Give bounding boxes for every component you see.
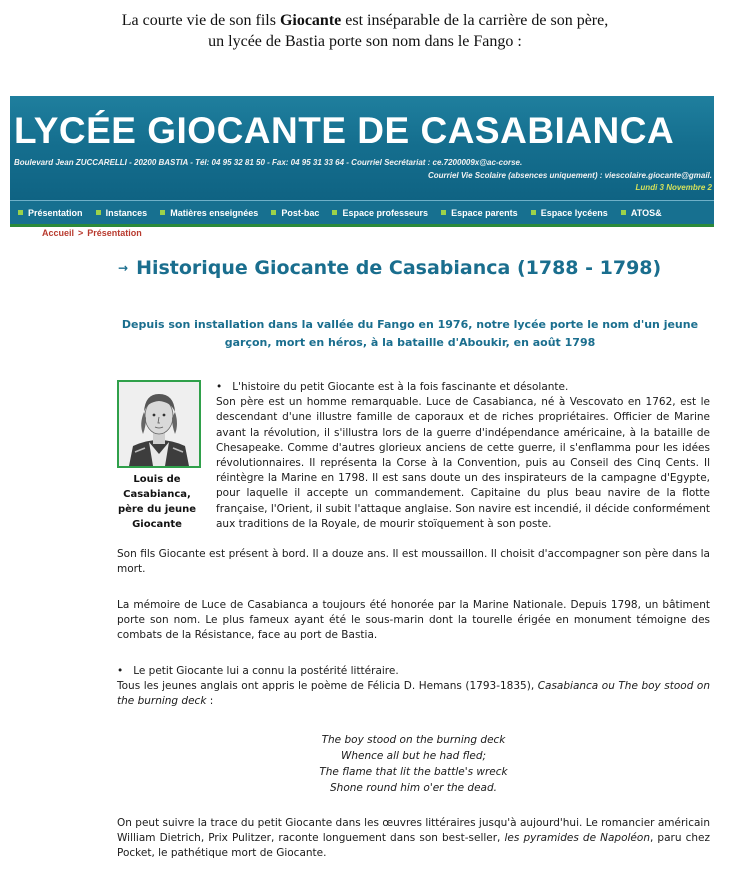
breadcrumb — [42, 228, 142, 238]
paragraph-body: Son père est un homme remarquable. Luce de Casabianca, né à Vescovato en 1762, est le descendant d'une illustre famille de caporaux et de riches propriétaires. Officier de Marine avant la révolution, il s'illustra lors de la guerre d'indépendance américaine, à la bataille de Chesapeake. Comme d'autres glorieux anciens de cette guerre, il s'enflamma pour les idées révolutionnaires. Il représenta la Corse à la Convention, puis au Conseil des Cinq Cents. Il réintègre la Marine en 1798. Il est sans doute un des inspirateurs de la campagne d'Egypte, pour laquelle il accepte un commandement. Capitaine du plus beau navire de la flotte française, l'Orient, il subit l'attaque anglaise. Son navire est incendié, il décide conformément aux traditions de la Royale, de mourir stoïquement à son poste. — [216, 396, 710, 530]
paragraph-poem-intro — [117, 664, 710, 710]
nav-item-espace-lyceens[interactable] — [531, 201, 608, 225]
site-title[interactable]: LYCÉE GIOCANTE DE CASABIANCA — [14, 110, 675, 151]
breadcrumb-home-link[interactable]: Accueil — [42, 228, 75, 238]
nav-bullet-icon — [441, 210, 446, 215]
paragraph-literature — [117, 816, 710, 862]
page-title — [118, 257, 661, 279]
current-date: Lundi 3 Novembre 2 — [635, 183, 712, 192]
contact-info: Boulevard Jean ZUCCARELLI - 20200 BASTIA - Tél: 04 95 32 81 50 - Fax: 04 95 31 33 64 - Courriel Secrétariat : ce.7200009x@ac-corse. — [14, 158, 523, 167]
paragraph-history — [216, 380, 710, 532]
breadcrumb-separator: > — [78, 228, 84, 238]
nav-item-atos[interactable] — [621, 201, 662, 225]
text-segment: , paru chez Pocket, le pathétique mort de Giocante. — [117, 832, 710, 860]
arrow-right-icon: → — [118, 261, 129, 275]
nav-label: Présentation — [28, 208, 83, 218]
nav-label: Espace parents — [451, 208, 518, 218]
book-title: les pyramides de Napoléon — [504, 832, 650, 845]
nav-item-instances[interactable] — [96, 201, 148, 225]
bullet-icon: • — [216, 381, 223, 393]
portrait-illustration — [119, 382, 199, 466]
nav-bullet-icon — [621, 210, 626, 215]
nav-label: Espace professeurs — [342, 208, 429, 218]
nav-label: Post-bac — [281, 208, 320, 218]
paragraph-memory: La mémoire de Luce de Casabianca a toujours été honorée par la Marine Nationale. Depuis 1798, un bâtiment porte son nom. Le plus fameux ayant été le sous-marin dont la tourelle érigée en monument témoigne des combats de la Résistance, face au port de Bastia. — [117, 599, 710, 642]
paragraph-body — [117, 679, 710, 709]
nav-item-post-bac[interactable] — [271, 201, 319, 225]
main-nav — [10, 200, 714, 225]
nav-item-matieres[interactable] — [160, 201, 258, 225]
nav-bullet-icon — [96, 210, 101, 215]
poem-title: Casabianca ou The boy stood on the burning deck — [117, 680, 710, 708]
nav-bullet-icon — [332, 210, 337, 215]
nav-bullet-icon — [531, 210, 536, 215]
paragraph-lead: L'histoire du petit Giocante est à la fois fascinante et désolante. — [232, 381, 569, 393]
nav-label: Instances — [105, 208, 148, 218]
text-segment: : — [206, 695, 214, 708]
nav-bullet-icon — [160, 210, 165, 215]
nav-item-presentation[interactable] — [18, 201, 83, 225]
paragraph-son: Son fils Giocante est présent à bord. Il a douze ans. Il est moussaillon. Il choisit d'accompagner son père dans la mort. — [117, 548, 710, 576]
intro-bold-name: Giocante — [279, 12, 342, 29]
poem-line: The flame that lit the battle's wreck — [319, 766, 508, 778]
intro-text-end: est inséparable de la carrière de son père, — [341, 12, 609, 29]
paragraph-first-line — [216, 380, 710, 395]
nav-item-espace-professeurs[interactable] — [332, 201, 428, 225]
nav-label: Matières enseignées — [170, 208, 259, 218]
page-subtitle: Depuis son installation dans la vallée du Fango en 1976, notre lycée porte le nom d'un jeune garçon, mort en héros, à la bataille d'Aboukir, en août 1798 — [121, 318, 699, 349]
nav-divider — [10, 224, 714, 227]
text-segment: On peut suivre la trace du petit Giocante dans les œuvres littéraires jusqu'à aujourd'hui. Le romancier américain William Dietrich, Prix Pulitzer, raconte longuement dans son best-seller, — [117, 817, 710, 845]
nav-bullet-icon — [271, 210, 276, 215]
intro-line-2: un lycée de Bastia porte son nom dans le Fango : — [208, 33, 522, 50]
text-segment: Tous les jeunes anglais ont appris le poème de Félicia D. Hemans (1793-1835), — [117, 680, 538, 693]
poem-line: Whence all but he had fled; — [340, 750, 487, 762]
site-banner — [10, 96, 714, 200]
vie-scolaire-contact: Courriel Vie Scolaire (absences uniquement) : viescolaire.giocante@gmail. — [427, 171, 712, 180]
portrait-image — [117, 380, 201, 468]
nav-label: Espace lycéens — [540, 208, 608, 218]
intro-text — [0, 10, 730, 52]
breadcrumb-current[interactable]: Présentation — [87, 228, 142, 238]
nav-label: ATOS& — [630, 208, 662, 218]
intro-text-start: La courte vie de son fils — [121, 12, 280, 29]
bullet-icon: • — [117, 665, 124, 677]
poem-quote — [117, 732, 710, 796]
nav-item-espace-parents[interactable] — [441, 201, 518, 225]
paragraph-first-line — [117, 664, 710, 679]
nav-bullet-icon — [18, 210, 23, 215]
portrait-caption: Louis de Casabianca, père du jeune Giocante — [117, 474, 197, 530]
page-title-text: Historique Giocante de Casabianca (1788 - 1798) — [136, 257, 662, 279]
paragraph-lead: Le petit Giocante lui a connu la postérité littéraire. — [133, 665, 399, 677]
intro-line-1 — [0, 10, 730, 31]
poem-line: Shone round him o'er the dead. — [330, 782, 497, 794]
poem-line: The boy stood on the burning deck — [321, 734, 506, 746]
